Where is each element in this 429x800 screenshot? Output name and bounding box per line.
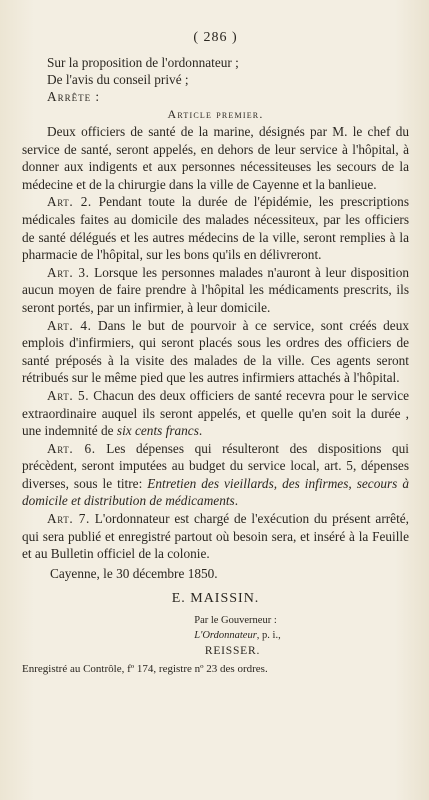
ordonnateur-line: L'Ordonnateur, p. i.,: [194, 629, 281, 641]
article-6: Art. 6. Les dépenses qui résulteront des dispositions qui précèdent, seront imputées au budget du service local, art. 5, dépenses diverses, sous le titre: Entretien des vieillards, des infirmes, secours à domicile et distribution de médicaments.: [22, 440, 409, 509]
date-line: Cayenne, le 30 décembre 1850.: [50, 565, 218, 581]
articles: [22, 123, 409, 563]
page-number: ( 286 ): [193, 30, 238, 45]
article-1: Deux officiers de santé de la marine, désignés par M. le chef du service de santé, seront appelés, en dehors de leur service à l'hôpital, à donner aux indigents et aux personnes nécessiteuses les secours de la médecine et de la chirurgie dans la ville de Cayenne et la banlieue.: [22, 124, 409, 192]
article-4: Art. 4. Dans le but de pourvoir à ce service, sont créés deux emplois d'infirmiers, qui seront placés sous les ordres des officiers de santé préposés à la visite des malades de la ville. Ces agents seront rétribués sur le même pied que les autres infirmiers attachés à l'hôpital.: [22, 317, 410, 386]
article-5: Art. 5. Chacun des deux officiers de santé recevra pour le service extraordinaire auquel ils seront appelés, et quelle qu'en soit la durée , une indemnité de six cents francs.: [22, 387, 410, 439]
article-7: Art. 7. L'ordonnateur est chargé de l'exécution du présent arrêté, qui sera publié et enregistré partout où besoin sera, et inséré à la Feuille et au Bulletin officiel de la colonie.: [22, 511, 409, 562]
signatory: E. MAISSIN.: [171, 590, 260, 606]
article-heading: Article premier.: [167, 107, 264, 121]
par-le-gouverneur: Par le Gouverneur :: [194, 614, 277, 626]
preamble-line-1: Sur la proposition de l'ordonnateur ;: [47, 55, 239, 70]
countersignatory: REISSER.: [204, 644, 261, 657]
article-2: Art. 2. Pendant toute la durée de l'épidémie, les prescriptions médicales faites au domicile des malades nécessiteux, par les officiers de santé délégués et les autres médecins de la ville, seront remplies à la pharmacie de l'hôpital, sur les bons qu'ils en délivreront.: [22, 194, 409, 263]
preamble-line-2: De l'avis du conseil privé ;: [47, 72, 189, 87]
article-3: Art. 3. Lorsque les personnes malades n'auront à leur disposition aucun moyen de faire prendre à l'hôpital les médicaments prescrits, ils seront portés, par un infirmier, à leur domicile.: [22, 264, 409, 315]
registration-note: Enregistré au Contrôle, fº 174, registre nº 23 des ordres.: [22, 662, 268, 675]
arrete-line: Arrête :: [47, 89, 101, 104]
